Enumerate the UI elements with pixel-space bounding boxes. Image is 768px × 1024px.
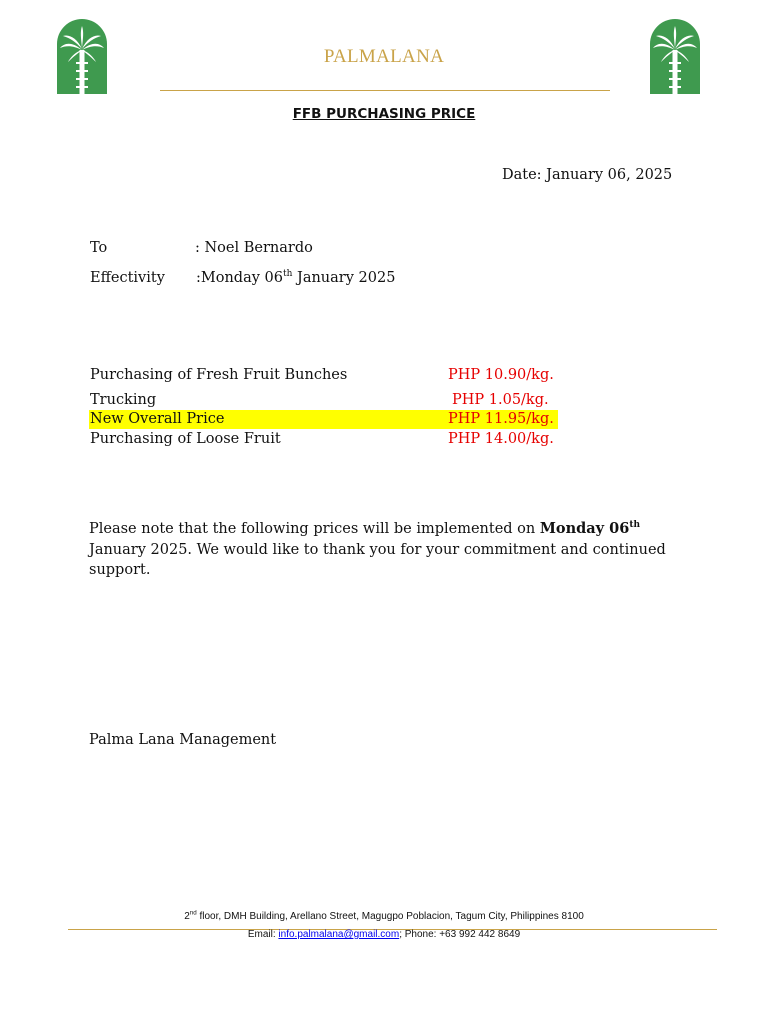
price-item-label: Purchasing of Fresh Fruit Bunches [90, 367, 348, 383]
signature: Palma Lana Management [89, 732, 277, 748]
recipient-value: : Noel Bernardo [195, 240, 313, 256]
header-divider [160, 90, 610, 91]
effectivity-label: Effectivity [90, 270, 165, 286]
company-name: PALMALANA [323, 46, 445, 67]
note-paragraph: Please note that the following prices will be implemented on Monday 06th January 2025. We would like to thank you for your commitment and continued support. [89, 520, 666, 578]
price-item-label-highlighted: New Overall Price [90, 411, 225, 427]
footer-address: 2nd floor, DMH Building, Arellano Street, Magugpo Poblacion, Tagum City, Philippines 8100 [184, 909, 584, 922]
effectivity-value: :Monday 06th January 2025 [196, 269, 396, 286]
price-value: PHP 1.05/kg. [452, 392, 549, 408]
price-item-label: Purchasing of Loose Fruit [90, 431, 281, 447]
recipient-label: To [90, 240, 108, 256]
date-line: Date: January 06, 2025 [502, 167, 673, 183]
document-title: FFB PURCHASING PRICE [292, 106, 476, 122]
price-item-label: Trucking [90, 392, 157, 408]
footer-contact: Email: info.palmalana@gmail.com; Phone: +63 992 442 8649 [247, 929, 521, 940]
price-value: PHP 14.00/kg. [448, 431, 554, 447]
price-value: PHP 10.90/kg. [448, 367, 554, 383]
email-link[interactable]: info.palmalana@gmail.com [278, 929, 400, 940]
price-value-highlighted: PHP 11.95/kg. [448, 411, 554, 427]
